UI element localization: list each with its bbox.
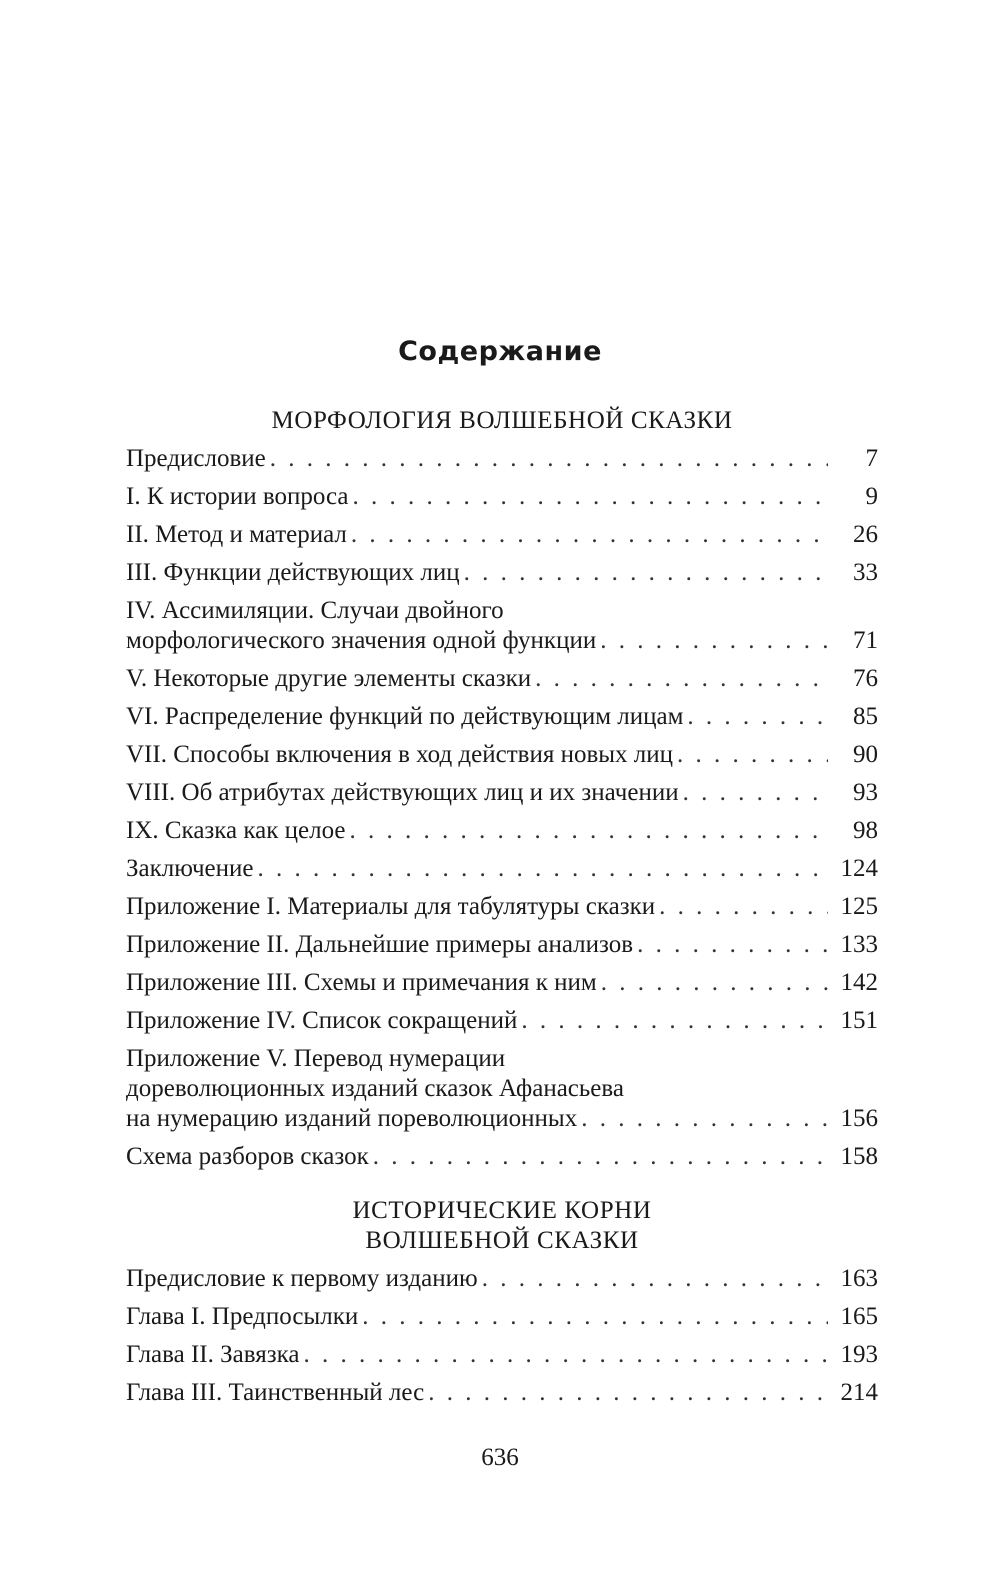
toc-entry-title: Заключение bbox=[126, 855, 254, 882]
toc-entry-line bbox=[126, 816, 878, 846]
dot-leader bbox=[352, 482, 828, 512]
toc-entry-line bbox=[126, 444, 878, 474]
toc-section-historical-roots bbox=[126, 1196, 878, 1408]
dot-leader bbox=[677, 740, 828, 770]
toc-entry-page: 151 bbox=[840, 1007, 878, 1034]
dot-leader bbox=[351, 520, 828, 550]
toc-entry-page: 125 bbox=[840, 893, 878, 920]
toc-entry bbox=[126, 1340, 878, 1370]
toc-entry-page: 33 bbox=[853, 559, 878, 586]
toc-entry-line bbox=[126, 1302, 878, 1332]
toc-entry-title: Приложение II. Дальнейшие примеры анализов bbox=[126, 931, 634, 958]
toc-entry-line bbox=[126, 1142, 878, 1172]
toc-entry bbox=[126, 444, 878, 474]
section-heading-line: ВОЛШЕБНОЙ СКАЗКИ bbox=[365, 1227, 639, 1254]
toc-entry-page: 93 bbox=[853, 779, 878, 806]
toc-entry-line bbox=[126, 1006, 878, 1036]
toc-entry-line bbox=[126, 778, 878, 808]
toc-entry-line bbox=[126, 482, 878, 512]
toc-entry-line bbox=[126, 1340, 878, 1370]
toc-entry-page: 142 bbox=[840, 969, 878, 996]
toc-entry-line bbox=[126, 558, 878, 588]
toc-entry-title: IX. Сказка как целое bbox=[126, 817, 346, 844]
toc-entry bbox=[126, 816, 878, 846]
dot-leader bbox=[362, 1302, 828, 1332]
page-number: 636 bbox=[481, 1444, 519, 1471]
toc-entry-title: Приложение IV. Список сокращений bbox=[126, 1007, 518, 1034]
toc-entry-page: 71 bbox=[853, 627, 878, 654]
toc-entry-line bbox=[126, 740, 878, 770]
section-heading-line: ИСТОРИЧЕСКИЕ КОРНИ bbox=[352, 1197, 652, 1224]
toc-entry-page: 90 bbox=[853, 741, 878, 768]
toc-entry-title-line: дореволюционных изданий сказок Афанасьева bbox=[126, 1075, 624, 1102]
toc-entry bbox=[126, 778, 878, 808]
toc-entry-title: Приложение I. Материалы для табулятуры сказки bbox=[126, 893, 656, 920]
toc-entry bbox=[126, 854, 878, 884]
toc-entry-title: Приложение III. Схемы и примечания к ним bbox=[126, 969, 597, 996]
toc-entry-line bbox=[126, 1104, 878, 1134]
section-heading-line: МОРФОЛОГИЯ ВОЛШЕБНОЙ СКАЗКИ bbox=[271, 407, 733, 434]
toc-entry-page: 193 bbox=[840, 1341, 878, 1368]
toc-entry bbox=[126, 520, 878, 550]
toc-entry-title: VIII. Об атрибутах действующих лиц и их значении bbox=[126, 779, 679, 806]
dot-leader bbox=[464, 558, 828, 588]
toc-entries bbox=[126, 444, 878, 1172]
dot-leader bbox=[521, 1006, 828, 1036]
toc-entry-page: 158 bbox=[840, 1143, 878, 1170]
dot-leader bbox=[270, 444, 828, 474]
toc-entry-line bbox=[126, 930, 878, 960]
toc-entry-page: 163 bbox=[840, 1265, 878, 1292]
toc-entry bbox=[126, 702, 878, 732]
toc-entry-title: Глава I. Предпосылки bbox=[126, 1303, 359, 1330]
toc-entry-page: 98 bbox=[853, 817, 878, 844]
toc-entry-title: Глава III. Таинственный лес bbox=[126, 1379, 425, 1406]
toc-entry-title: VI. Распределение функций по действующим лицам bbox=[126, 703, 684, 730]
toc-entry-line bbox=[126, 854, 878, 884]
toc-entry-title-line: IV. Ассимиляции. Случаи двойного bbox=[126, 597, 504, 624]
dot-leader bbox=[687, 702, 828, 732]
dot-leader bbox=[428, 1378, 828, 1408]
toc-entry bbox=[126, 740, 878, 770]
toc-entry-line bbox=[126, 664, 878, 694]
dot-leader bbox=[350, 816, 828, 846]
toc-entry-title-line: Приложение V. Перевод нумерации bbox=[126, 1045, 506, 1072]
toc-entries bbox=[126, 1264, 878, 1408]
toc-entry-title: морфологического значения одной функции bbox=[126, 627, 597, 654]
toc-entry-page: 156 bbox=[840, 1105, 878, 1132]
dot-leader bbox=[600, 626, 828, 656]
toc-entry-line bbox=[126, 1378, 878, 1408]
dot-leader bbox=[373, 1142, 828, 1172]
dot-leader bbox=[303, 1340, 828, 1370]
dot-leader bbox=[535, 664, 828, 694]
toc-entry-line bbox=[126, 968, 878, 998]
toc-entry-title: III. Функции действующих лиц bbox=[126, 559, 460, 586]
toc-entry bbox=[126, 596, 878, 656]
dot-leader bbox=[581, 1104, 828, 1134]
toc-section-morphology bbox=[126, 406, 878, 1172]
toc-entry-title: II. Метод и материал bbox=[126, 521, 347, 548]
toc-entry bbox=[126, 1264, 878, 1294]
toc-entry-title: Глава II. Завязка bbox=[126, 1341, 300, 1368]
toc-entry bbox=[126, 1006, 878, 1036]
toc-entry-line bbox=[126, 520, 878, 550]
toc-entry-page: 214 bbox=[840, 1379, 878, 1406]
toc-entry-title: Предисловие к первому изданию bbox=[126, 1265, 478, 1292]
toc-entry-line bbox=[126, 1264, 878, 1294]
toc-entry-line bbox=[126, 626, 878, 656]
toc-entry-page: 26 bbox=[853, 521, 878, 548]
dot-leader bbox=[601, 968, 828, 998]
dot-leader bbox=[637, 930, 828, 960]
toc-entry-title: Предисловие bbox=[126, 445, 266, 472]
toc-entry-title: на нумерацию изданий пореволюционных bbox=[126, 1105, 578, 1132]
dot-leader bbox=[659, 892, 828, 922]
toc-entry-line bbox=[126, 702, 878, 732]
page-title: Содержание bbox=[398, 336, 602, 367]
toc-entry-title: V. Некоторые другие элементы сказки bbox=[126, 665, 532, 692]
toc-entry-page: 85 bbox=[853, 703, 878, 730]
toc-entry bbox=[126, 1142, 878, 1172]
dot-leader bbox=[482, 1264, 828, 1294]
toc-entry bbox=[126, 968, 878, 998]
toc-entry bbox=[126, 1044, 878, 1134]
toc-entry bbox=[126, 930, 878, 960]
toc-entry-title: VII. Способы включения в ход действия новых лиц bbox=[126, 741, 674, 768]
toc-entry-title: I. К истории вопроса bbox=[126, 483, 349, 510]
toc-entry-page: 165 bbox=[840, 1303, 878, 1330]
toc-entry-page: 76 bbox=[853, 665, 878, 692]
toc-entry bbox=[126, 664, 878, 694]
section-heading bbox=[126, 406, 878, 436]
toc-entry bbox=[126, 482, 878, 512]
dot-leader bbox=[683, 778, 828, 808]
toc-entry-page: 9 bbox=[865, 483, 878, 510]
toc-entry bbox=[126, 892, 878, 922]
toc-entry-page: 133 bbox=[840, 931, 878, 958]
toc-entry-page: 124 bbox=[840, 855, 878, 882]
toc-entry-title: Схема разборов сказок bbox=[126, 1143, 369, 1170]
toc-entry-page: 7 bbox=[865, 445, 878, 472]
dot-leader bbox=[258, 854, 829, 884]
table-of-contents bbox=[126, 406, 878, 1416]
section-heading bbox=[126, 1196, 878, 1256]
toc-entry bbox=[126, 1302, 878, 1332]
toc-entry bbox=[126, 558, 878, 588]
toc-entry-line bbox=[126, 892, 878, 922]
toc-entry bbox=[126, 1378, 878, 1408]
